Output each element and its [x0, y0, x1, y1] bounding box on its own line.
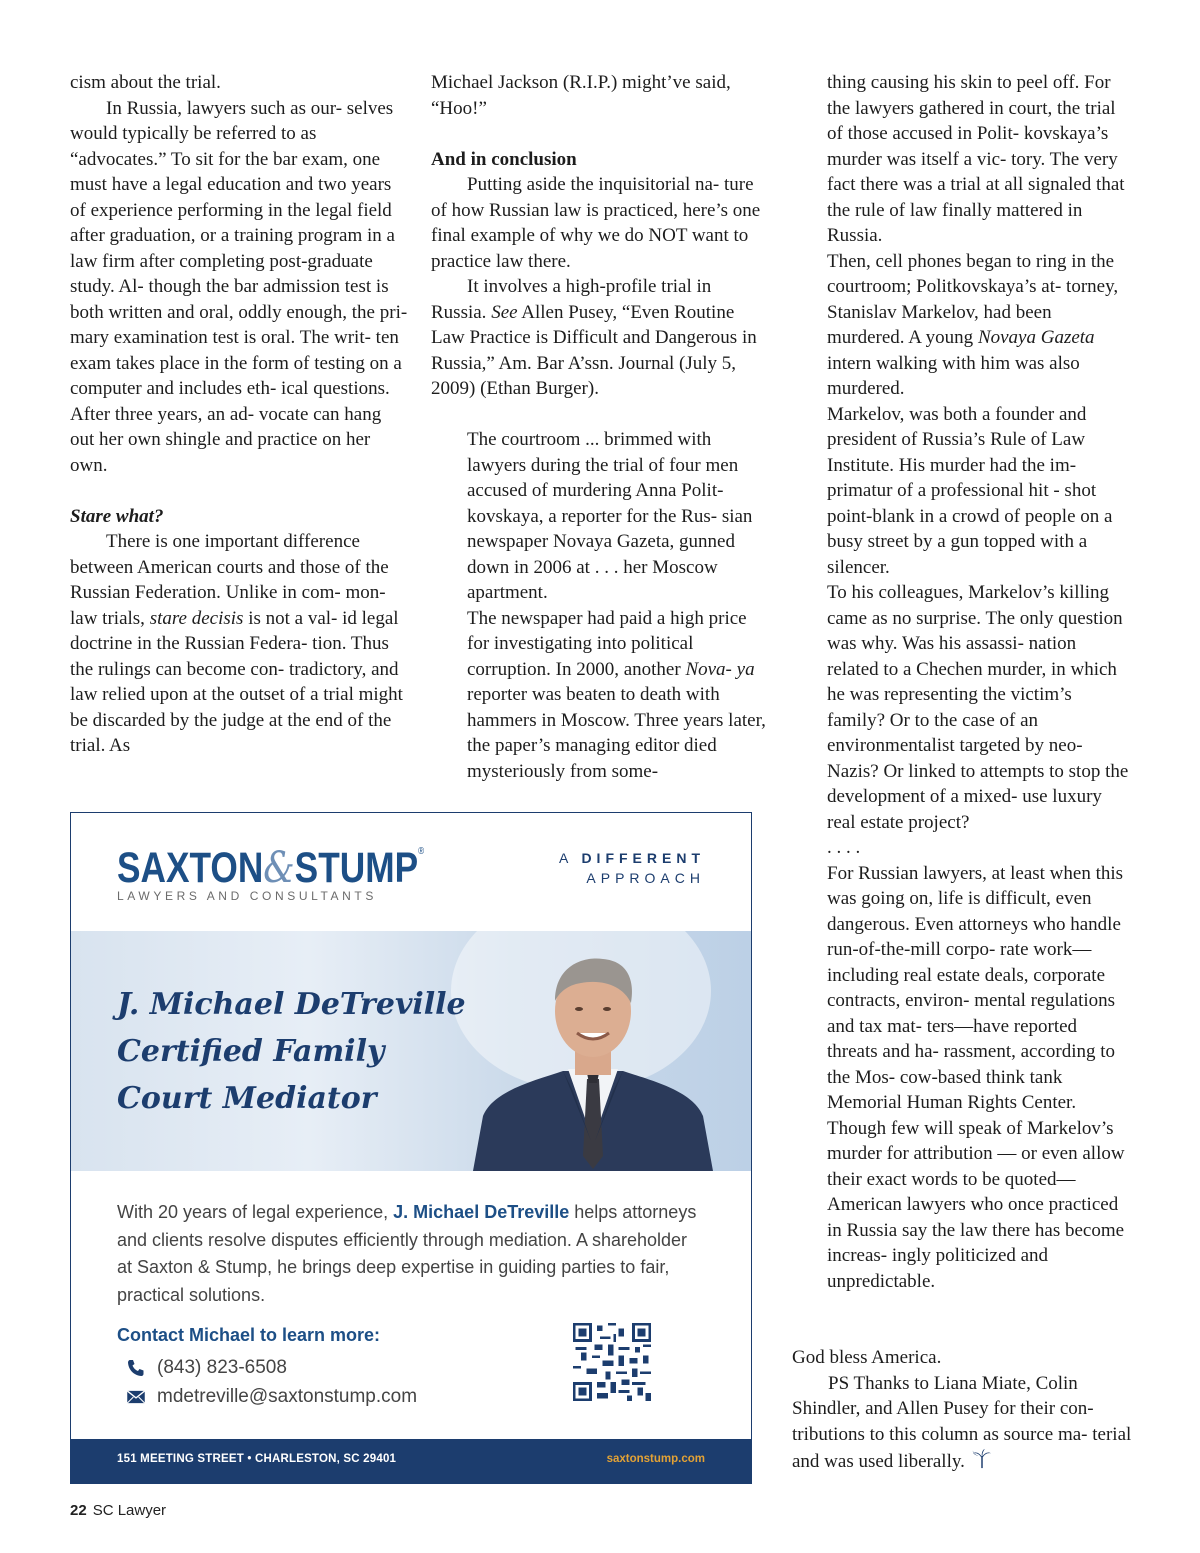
phone-number: (843) 823-6508 [157, 1357, 287, 1378]
envelope-icon [125, 1390, 147, 1404]
email-line[interactable] [125, 1386, 417, 1408]
article-column-2 [431, 70, 771, 784]
ad-body-text: With 20 years of legal experience, J. Michael DeTreville helps attorneys and clients resolve disputes efficiently through mediation. A shareholder at Saxton & Stump, he brings deep expertise in guiding parties to fair, practical solutions. [117, 1202, 697, 1305]
paragraph: PS Thanks to Liana Miate, Colin Shindler, and Allen Pusey for their con- tributions to this column as source ma- terial and was used liberally. [792, 1372, 1132, 1472]
page-folio [70, 1502, 166, 1519]
office-address: 151 MEETING STREET • CHARLESTON, SC 29401 [117, 1453, 397, 1465]
paragraph: Putting aside the inquisitorial na- ture of how Russian law is practiced, here’s one final example of why we do NOT want to practice law there. [431, 174, 761, 272]
ad-footer [71, 1439, 751, 1483]
qr-code[interactable] [573, 1323, 651, 1401]
saxton-stump-logo: SAXTON&STUMP® [117, 843, 425, 893]
quote-paragraph: To his colleagues, Markelov’s killing came as no surprise. The only question was why. Was his assassi- nation related to a Chechen murder, in which he was representing the victim’s family? Or to the case of an environmentalist targeted by neo-Nazis? Or linked to attempts to stop the development of a mixed- use luxury real estate project? [827, 582, 1129, 833]
paragraph: Michael Jackson (R.I.P.) might’ve said, “Hoo!” [431, 72, 731, 119]
quote-paragraph: thing causing his skin to peel off. For the lawyers gathered in court, the trial of those accused in Polit- kovskaya’s murder was itself a vic- tory. The very fact there was a trial at all signaled that the rule of law finally mattered in Russia. [827, 72, 1125, 246]
quote-paragraph: Markelov, was both a founder and president of Russia’s Rule of Law Institute. His murder had the im- primatur of a professional hit - shot point-blank in a crowd of people on a busy street by a gun topped with a silencer. [827, 403, 1113, 578]
ad-headline: J. Michael DeTreville Certified Family Court Mediator [117, 987, 466, 1116]
publication-name: SC Lawyer [92, 1502, 167, 1519]
paragraph: In Russia, lawyers such as our- selves would typically be referred to as “advocates.” To sit for the bar exam, one must have a legal education and two years of experience performing in the legal field after graduation, or a training program in a law firm after completing post-graduate study. Al- though the bar admission test is both written and oral, oddly enough, the pri- mary examination test is oral. The writ- ten exam takes place in the form of testing on a computer and includes eth- ical questions. After three years, an ad- vocate can hang out her own shingle and practice on her own. [70, 97, 408, 476]
section-heading: Stare what? [70, 505, 164, 527]
article-column-3 [827, 70, 1132, 1294]
paragraph: cism about the trial. [70, 72, 221, 93]
phone-line[interactable] [125, 1357, 287, 1379]
article-closing [792, 1345, 1137, 1475]
tagline: APPROACH [586, 870, 705, 886]
advertisement [70, 812, 752, 1484]
website-link[interactable]: saxtonstump.com [606, 1453, 705, 1465]
contact-heading: Contact Michael to learn more: [117, 1325, 381, 1345]
quote-paragraph: Then, cell phones began to ring in the courtroom; Politkovskaya’s at- torney, Stanislav Markelov, had been murdered. A young Novaya Gazeta intern walking with him was also murdered. [827, 250, 1119, 399]
tagline: A DIFFERENT [558, 850, 705, 866]
paragraph: It involves a high-profile trial in Russia. See Allen Pusey, “Even Routine Law Practice is Difficult and Dangerous in Russia,” Am. Bar A’ssn. Journal (July 5, 2009) (Ethan Burger). [431, 276, 757, 399]
ellipsis: . . . . [827, 837, 861, 858]
quote-paragraph: The newspaper had paid a high price for investigating into political corruption. In 2000, another Nova- ya reporter was beaten to death with hammers in Moscow. Three years later, the paper’s managing editor died mysteriously from some- [467, 607, 766, 782]
portrait-photo [463, 941, 723, 1171]
email-address: mdetreville@saxtonstump.com [157, 1386, 418, 1407]
palmetto-icon [971, 1447, 993, 1469]
paragraph: God bless America. [792, 1347, 942, 1368]
article-column-1 [70, 70, 410, 759]
block-quote [467, 427, 771, 784]
quote-paragraph: Though few will speak of Markelov’s murder for attribution — or even allow their exact words to be quoted—American lawyers who once practiced in Russia say the law there has become increas- ingly politicized and unpredictable. [827, 1117, 1125, 1292]
paragraph: There is one important difference between American courts and those of the Russian Federation. Unlike in com- mon-law trials, stare decisis is not a val- id legal doctrine in the Russian Federa- tion. Thus the rulings can become con- tradictory, and law relied upon at the outset of a trial might be discarded by the judge at the end of the trial. As [70, 531, 403, 756]
section-heading: And in conclusion [431, 148, 577, 170]
quote-paragraph: The courtroom ... brimmed with lawyers during the trial of four men accused of murdering Anna Polit- kovskaya, a reporter for the Rus- sian newspaper Novaya Gazeta, gunned down in 2006 at . . . her Moscow apartment. [467, 429, 753, 603]
page-number: 22 [70, 1502, 87, 1519]
ad-banner [71, 931, 751, 1171]
quote-paragraph: For Russian lawyers, at least when this was going on, life is difficult, even dangerous. Even attorneys who handle run-of-the-mill corpo- rate work—including real estate deals, corporate contracts, environ- mental regulations and tax mat- ters—have reported threats and ha- rassment, according to the Mos- cow-based think tank Memorial Human Rights Center. [827, 862, 1124, 1113]
phone-icon [125, 1358, 147, 1378]
logo-subtitle: LAWYERS AND CONSULTANTS [117, 889, 377, 903]
